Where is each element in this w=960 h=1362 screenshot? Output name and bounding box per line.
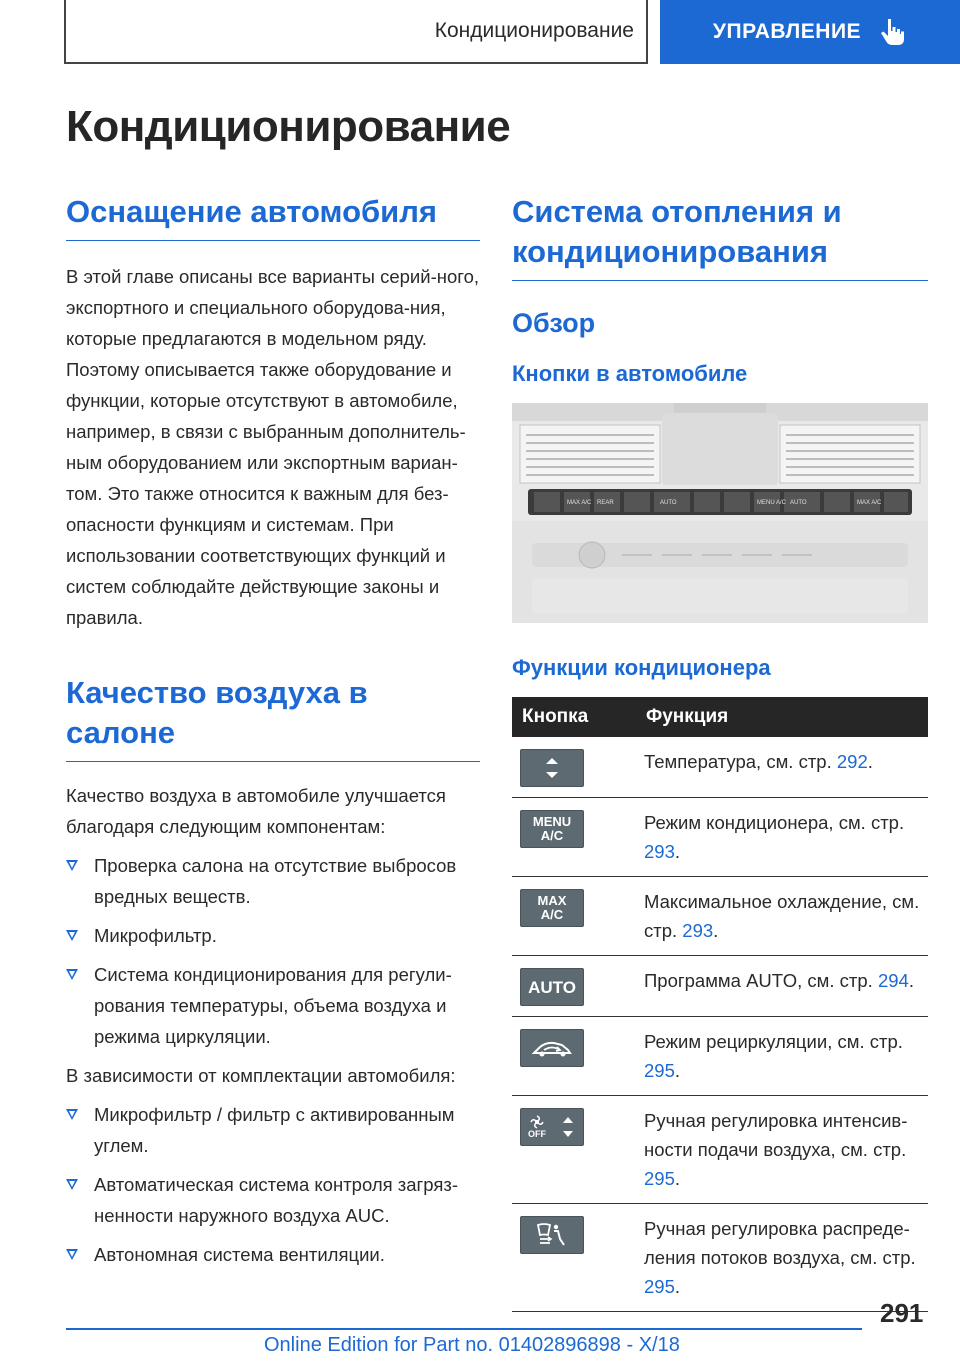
header-section: УПРАВЛЕНИЕ (712, 20, 862, 43)
table-row: OFF Ручная регулировка интенсив-ности подачи воздуха, см. стр. 295. (512, 1096, 928, 1204)
list-item: Автономная система вентиляции. (66, 1239, 480, 1270)
triangle-bullet-icon (66, 1249, 78, 1260)
triangle-bullet-icon (66, 1109, 78, 1120)
subtitle-functions: Функции кондиционера (512, 655, 771, 680)
column-header-button: Кнопка (512, 697, 636, 737)
list-item: Система кондиционирования для регули-рования температуры, объема воздуха и режима циркуляции. (66, 959, 480, 1052)
table-header-row (512, 697, 928, 737)
recirculation-icon (520, 1029, 584, 1067)
list-item: Микрофильтр. (66, 920, 480, 951)
page-title: Кондиционирование (66, 102, 511, 151)
table-row: Ручная регулировка распреде-ления потоков воздуха, см. стр. 295. (512, 1204, 928, 1312)
temperature-arrows-icon (520, 749, 584, 787)
photo-label: AUTO (790, 500, 807, 506)
photo-label: MENU A/C (757, 500, 787, 506)
table-row: Режим рециркуляции, см. стр. 295. (512, 1017, 928, 1096)
table-row: MENU A/C Режим кондиционера, см. стр. 293. (512, 798, 928, 877)
auto-icon: AUTO (520, 968, 584, 1006)
triangle-bullet-icon (66, 969, 78, 980)
list-item: Проверка салона на отсутствие выбросов вредных веществ. (66, 850, 480, 912)
table-row: AUTO Программа AUTO, см. стр. 294. (512, 956, 928, 1017)
column-header-function: Функция (636, 697, 928, 737)
subtitle-buttons: Кнопки в автомобиле (512, 361, 748, 386)
right-column (512, 192, 928, 1312)
air-quality-intro: Качество воздуха в автомобиле улучшается благодаря следующим компонентам: (66, 785, 446, 837)
photo-label: AUTO (660, 500, 677, 506)
triangle-bullet-icon (66, 930, 78, 941)
page-link[interactable]: 292 (836, 751, 868, 772)
photo-label: MAX A/C (567, 500, 592, 506)
subtitle-overview: Обзор (512, 308, 596, 338)
photo-label: MAX A/C (857, 500, 882, 506)
section-title-equipment: Оснащение автомобиля (66, 192, 480, 241)
section-title-heating-ac: Система отопления и кондиционирования (512, 192, 928, 281)
header-section-tab[interactable] (660, 0, 960, 64)
page-link[interactable]: 293 (682, 920, 714, 941)
footer-edition: Online Edition for Part no. 01402896898 - X/18 (264, 1334, 680, 1356)
header-chapter: Кондиционирование (434, 19, 634, 42)
menu-ac-icon: MENU A/C (520, 810, 584, 848)
page-link[interactable]: 294 (877, 970, 909, 991)
air-quality-list (66, 850, 480, 1052)
max-ac-icon: MAX A/C (520, 889, 584, 927)
page-number: 291 (880, 1298, 924, 1328)
dashboard-illustration (512, 403, 928, 623)
fan-speed-icon: OFF (520, 1108, 584, 1146)
left-column (66, 192, 480, 1270)
page-link[interactable]: 295 (644, 1060, 675, 1081)
footer-divider (66, 1328, 862, 1330)
air-distribution-icon (520, 1216, 584, 1254)
equipment-dependent-list (66, 1099, 480, 1270)
hand-pointer-icon (877, 17, 907, 47)
dashboard-photo (512, 403, 928, 623)
table-row: Температура, см. стр. 292. (512, 737, 928, 798)
page-link[interactable]: 295 (644, 1276, 675, 1297)
section-title-air-quality: Качество воздуха в салоне (66, 673, 480, 762)
list-item: Автоматическая система контроля загряз-ненности наружного воздуха AUC. (66, 1169, 480, 1231)
functions-table (512, 697, 928, 1312)
triangle-bullet-icon (66, 1179, 78, 1190)
equipment-dependent-note: В зависимости от комплектации автомобиля: (66, 1065, 456, 1086)
page-link[interactable]: 293 (644, 841, 675, 862)
list-item: Микрофильтр / фильтр с активированным углем. (66, 1099, 480, 1161)
photo-label: REAR (597, 500, 614, 506)
table-row: MAX A/C Максимальное охлаждение, см. стр. 293. (512, 877, 928, 956)
triangle-bullet-icon (66, 860, 78, 871)
page-link[interactable]: 295 (644, 1168, 675, 1189)
equipment-paragraph: В этой главе описаны все варианты серий-ного, экспортного и специального оборудова-ния, которые предлагаются в модельном ряду. Поэтому описывается также оборудование и функции, которые отсутствуют в автомобиле, например, в связи с выбранным дополнитель-ным оборудованием или экспортным вариан-том. Это также относится к важным для без-опасности функциям и системам. При использовании соответствующих функций и систем соблюдайте действующие законы и правила. (66, 266, 480, 628)
header-chapter-box (64, 0, 648, 64)
